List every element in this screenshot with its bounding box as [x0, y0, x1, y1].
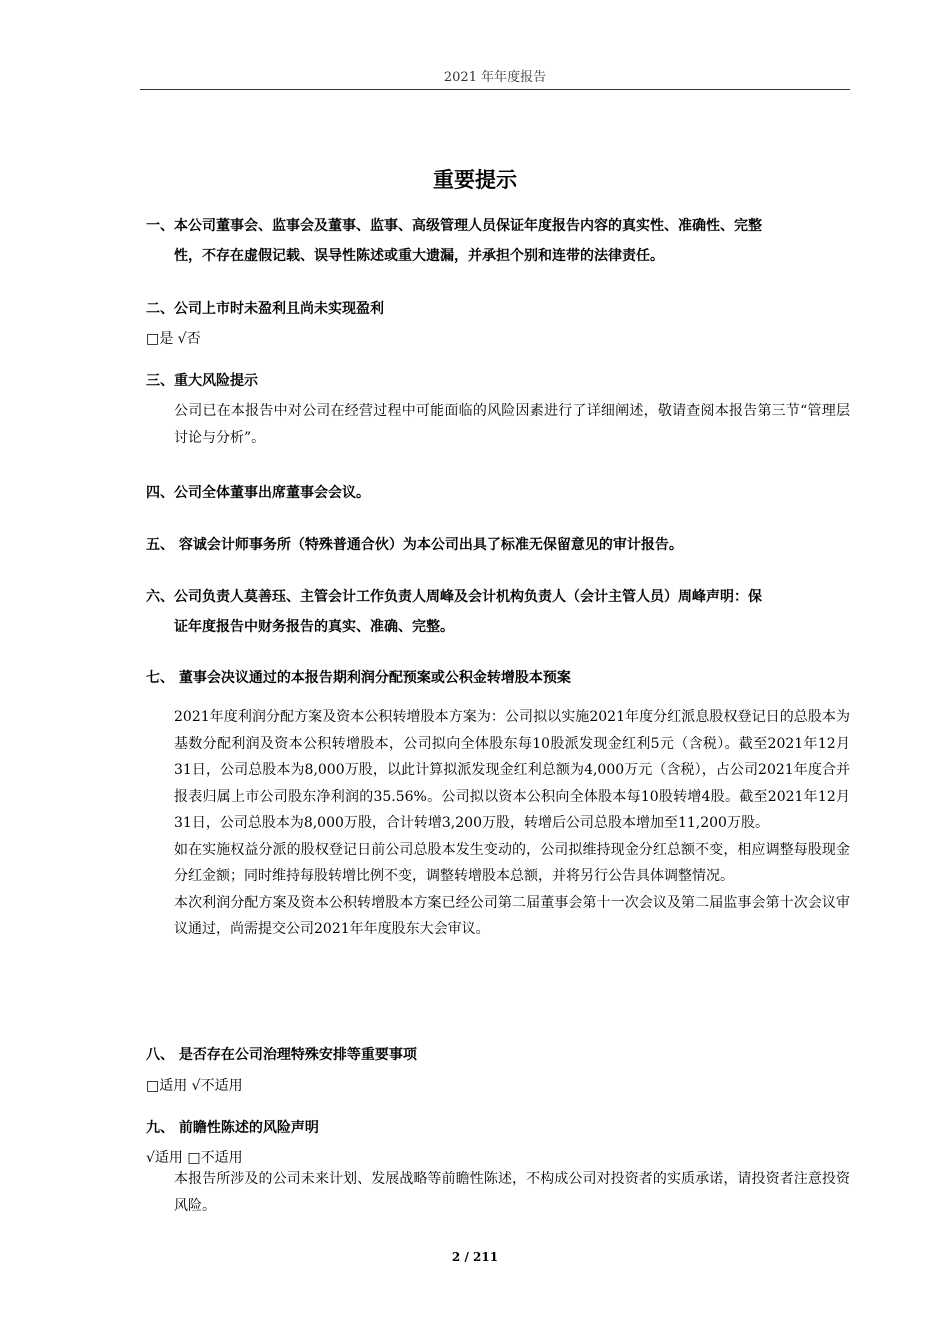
- section-7-para3: 本次利润分配方案及资本公积转增股本方案已经公司第二届董事会第十一次会议及第二届监事会第十次会议审议通过，尚需提交公司2021年年度股东大会审议。: [174, 894, 850, 937]
- section-1-line2: 性，不存在虚假记载、误导性陈述或重大遗漏，并承担个别和连带的法律责任。: [174, 248, 664, 264]
- section-1: [146, 211, 850, 271]
- section-6: [146, 582, 850, 642]
- section-3-heading: 三、重大风险提示: [146, 373, 258, 389]
- page-title: 重要提示: [433, 168, 517, 192]
- section-1-line1: 一、本公司董事会、监事会及董事、监事、高级管理人员保证年度报告内容的真实性、准确性、完整: [146, 218, 762, 234]
- section-7-body: [146, 704, 850, 943]
- section-5-heading: 五、 容诚会计师事务所（特殊普通合伙）为本公司出具了标准无保留意见的审计报告。: [146, 537, 683, 553]
- section-3-body: [146, 398, 850, 451]
- header-divider: [140, 89, 850, 90]
- section-7-heading: 七、 董事会决议通过的本报告期利润分配预案或公积金转增股本预案: [146, 670, 571, 686]
- section-7-para1: 2021年度利润分配方案及资本公积转增股本方案为：公司拟以实施2021年度分红派息股权登记日的总股本为基数分配利润及资本公积转增股本，公司拟向全体股东每10股派发现金红利5元（含税）。截至2021年12月31日，公司总股本为8,000万股，以此计算拟派发现金红利总额为4,000万元（含税），占公司2021年度合并报表归属上市公司股东净利润的35.56%。公司拟以资本公积向全体股本每10股转增4股。截至2021年12月31日，公司总股本为8,000万股，合计转增3,200万股，转增后公司总股本增加至11,200万股。: [174, 709, 850, 831]
- section-3-text: 公司已在本报告中对公司在经营过程中可能面临的风险因素进行了详细阐述，敬请查阅本报告第三节“管理层讨论与分析”。: [174, 403, 850, 446]
- section-8-heading: 八、 是否存在公司治理特殊安排等重要事项: [146, 1047, 417, 1063]
- section-4-heading: 四、公司全体董事出席董事会会议。: [146, 485, 370, 501]
- section-7-para2: 如在实施权益分派的股权登记日前公司总股本发生变动的，公司拟维持现金分红总额不变，相应调整每股现金分红金额；同时维持每股转增比例不变，调整转增股本总额，并将另行公告具体调整情况。: [174, 841, 850, 884]
- section-6-line1: 六、公司负责人莫善珏、主管会计工作负责人周峰及会计机构负责人（会计主管人员）周峰声明：保: [146, 589, 762, 605]
- section-9-text: 本报告所涉及的公司未来计划、发展战略等前瞻性陈述，不构成公司对投资者的实质承诺，请投资者注意投资风险。: [174, 1171, 850, 1214]
- running-header: 2021 年年度报告: [443, 70, 547, 85]
- section-2-heading: 二、公司上市时未盈利且尚未实现盈利: [146, 301, 384, 317]
- section-8-options: □适用 √不适用: [146, 1078, 243, 1094]
- page-number: 2 / 211: [451, 1250, 499, 1264]
- section-9-options: √适用 □不适用: [146, 1150, 243, 1166]
- section-9-heading: 九、 前瞻性陈述的风险声明: [146, 1120, 319, 1136]
- section-9-body: [146, 1166, 850, 1219]
- section-6-line2: 证年度报告中财务报告的真实、准确、完整。: [174, 619, 454, 635]
- section-2-options: □是 √否: [146, 331, 201, 347]
